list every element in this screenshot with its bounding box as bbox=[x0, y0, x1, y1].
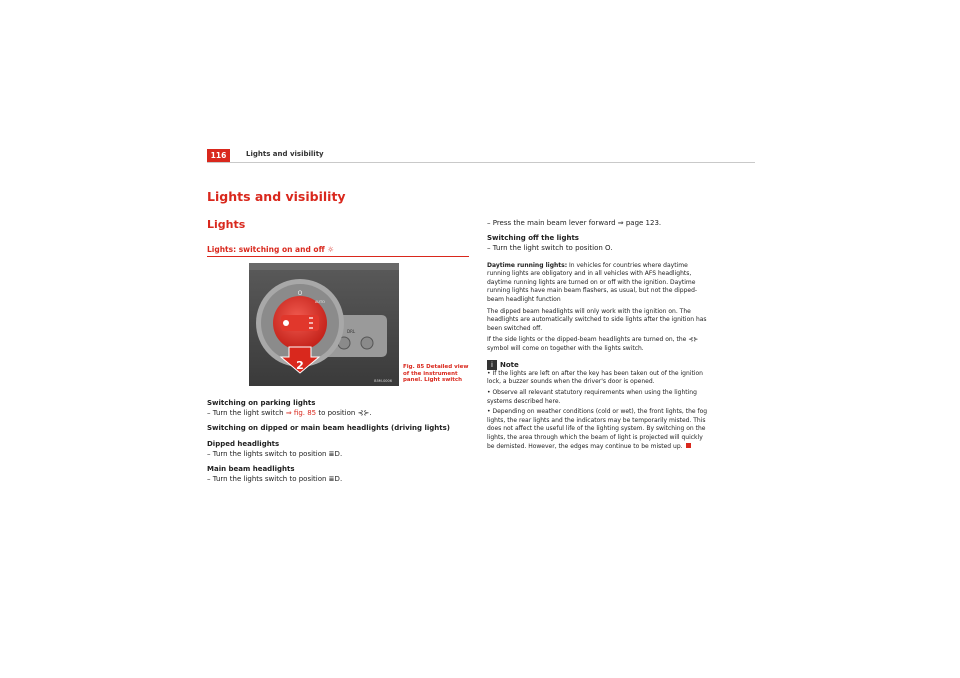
switch-label-auto: AUTO bbox=[315, 300, 325, 304]
figure-callout-2: 2 bbox=[296, 359, 304, 372]
subsection-divider bbox=[207, 256, 469, 257]
header-divider bbox=[207, 162, 755, 163]
light-switch-figure bbox=[249, 263, 399, 386]
dipped-beam-paragraph: The dipped beam headlights will only work with the ignition on. The headlights are automatically switched to side lights after the ignition has been switched off. bbox=[487, 307, 707, 332]
left-column bbox=[207, 398, 469, 484]
parking-step-text-c: . bbox=[369, 409, 372, 418]
fig-85-link[interactable]: ⇒ fig. 85 bbox=[285, 409, 317, 418]
switch-label-off: O bbox=[297, 290, 303, 297]
drl-paragraph bbox=[487, 262, 712, 305]
note-bullet-text: If the lights are left on after the key has been taken out of the ignition lock, a buzzer sounds when the driver's door is opened. bbox=[487, 369, 703, 386]
para3-text-a: If the side lights or the dipped-beam headlights are turned on, the bbox=[487, 336, 689, 344]
parking-step-text-b: to position bbox=[316, 409, 358, 418]
figure-code: B5M-0006 bbox=[374, 379, 392, 383]
running-title: Lights and visibility bbox=[246, 150, 324, 158]
dipped-step-end: . bbox=[339, 449, 343, 458]
note-title: Note bbox=[500, 360, 519, 369]
main-step-end: . bbox=[339, 475, 343, 484]
driving-heading: Switching on dipped or main beam headlights (driving lights) bbox=[207, 424, 450, 433]
section-title: Lights bbox=[207, 218, 246, 231]
subsection-title-text: Lights: switching on and off bbox=[207, 245, 325, 254]
main-beam-icon: ≣D bbox=[328, 475, 340, 484]
drl-label: Daytime running lights: bbox=[487, 261, 568, 269]
side-light-symbol-icon: ⊰⊱ bbox=[688, 336, 699, 344]
light-switch-illustration bbox=[249, 263, 399, 386]
parking-step bbox=[207, 408, 469, 418]
main-beam-lever-step: – Press the main beam lever forward ⇒ page 123. bbox=[487, 219, 662, 227]
dipped-step-text: – Turn the lights switch to position bbox=[207, 449, 329, 458]
parking-heading: Switching on parking lights bbox=[207, 399, 316, 407]
figure-caption: Fig. 85 Detailed view of the instrument panel. Light switch bbox=[403, 364, 469, 384]
subsection-title bbox=[207, 245, 334, 254]
main-beam-step bbox=[207, 474, 469, 484]
main-beam-heading: Main beam headlights bbox=[207, 465, 295, 474]
para3-text-b: symbol will come on together with the lights switch. bbox=[487, 344, 644, 352]
parking-step-text-a: – Turn the light switch bbox=[207, 409, 286, 418]
note-bullet-text: Depending on weather conditions (cold or wet), the front lights, the fog lights, the rear lights and the indicators may be temporarily misted. This does not affect the useful life of the lighting system. By switching on the lights, the area through which the beam of light is projected will quickly be demisted. However, the edges may continue to be misted up. bbox=[487, 408, 708, 450]
note-bullet-text: Observe all relevant statutory requirements when using the lighting systems described here. bbox=[487, 388, 697, 405]
headlight-icon: ≣D bbox=[328, 449, 340, 458]
chapter-title: Lights and visibility bbox=[207, 189, 346, 204]
switching-off-heading: Switching off the lights bbox=[487, 234, 579, 243]
dipped-heading: Dipped headlights bbox=[207, 439, 280, 448]
switch-label-drl: DRL bbox=[347, 329, 356, 334]
light-symbol-icon: ☼ bbox=[327, 245, 335, 254]
note-bullet: • Observe all relevant statutory requirements when using the lighting systems described here. bbox=[487, 388, 697, 405]
note-bullet: • If the lights are left on after the key has been taken out of the ignition lock, a buzzer sounds when the driver's door is opened. bbox=[487, 369, 703, 386]
page-number: 116 bbox=[207, 149, 230, 162]
note-bullet: • Depending on weather conditions (cold or wet), the front lights, the fog lights, the rear lights and the indicators may be temporarily misted. This does not affect the useful life of the lighting system. By switching on the lights, the area through which the beam of light is projected will quickly be demisted. However, the edges may continue to be misted up. bbox=[487, 408, 708, 450]
drl-text: In vehicles for countries where daytime running lights are obligatory and in all vehicles with AFS headlights, daytime running lights are turned on or off with the ignition. Daytime running lights have main beam flashers, as usual, but not the dipped-beam headlight function bbox=[487, 261, 698, 303]
note-icon: i bbox=[487, 360, 497, 370]
indicator-paragraph bbox=[487, 336, 712, 353]
parking-light-icon: ⊰⊱ bbox=[357, 409, 370, 418]
section-end-marker bbox=[686, 443, 691, 448]
note-header bbox=[487, 360, 712, 370]
switching-off-step: – Turn the light switch to position O. bbox=[487, 244, 613, 253]
dipped-step bbox=[207, 449, 469, 459]
main-step-text: – Turn the lights switch to position bbox=[207, 475, 329, 484]
right-column bbox=[487, 218, 712, 451]
